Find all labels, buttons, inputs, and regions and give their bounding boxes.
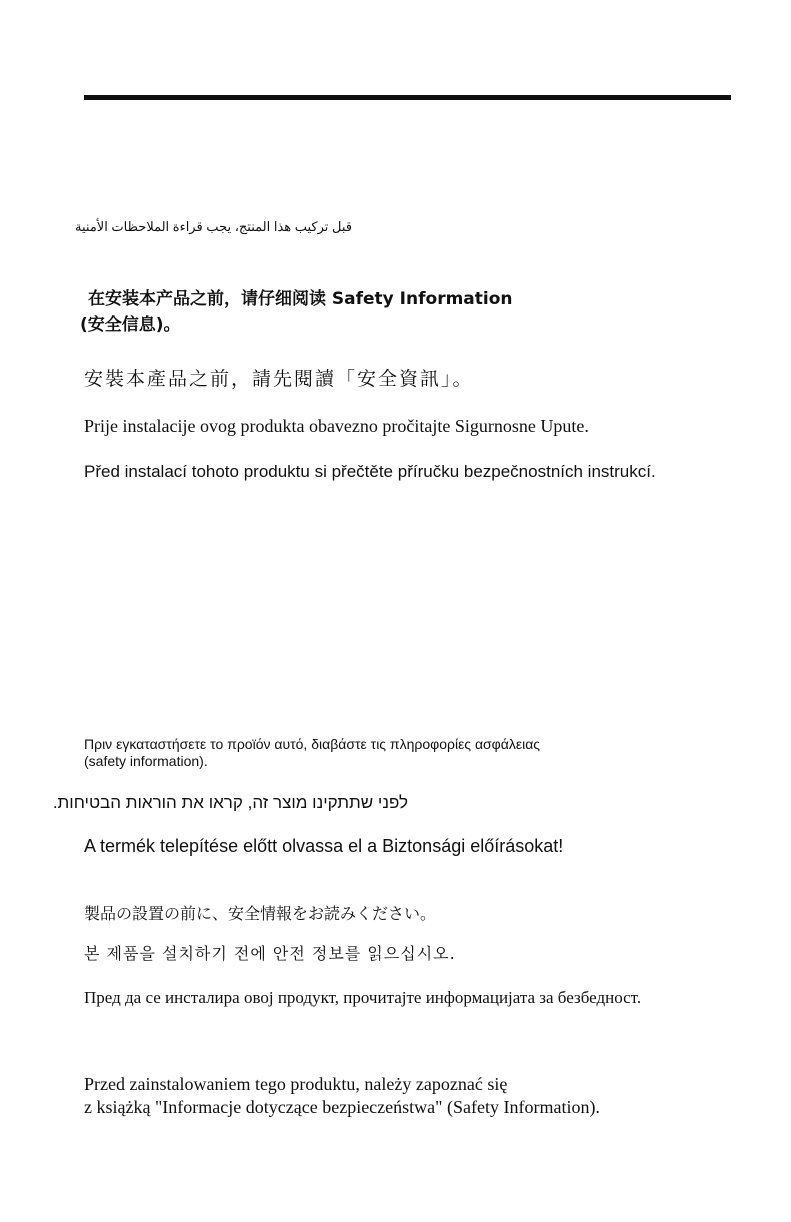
notice-japanese: 製品の設置の前に、安全情報をお読みください。 (84, 904, 437, 923)
notice-chinese-traditional: 安裝本產品之前，請先閱讀「安全資訊」。 (84, 368, 474, 390)
notice-hebrew: לפני שתתקינו מוצר זה, קראו את הוראות הבטיחות. (52, 793, 408, 812)
notice-greek-line2: (safety information). (84, 753, 208, 769)
notice-czech: Před instalací tohoto produktu si přečtěte příručku bezpečnostních instrukcí. (84, 462, 656, 481)
top-rule (84, 95, 731, 100)
notice-chinese-simplified-line2: (安全信息)。 (80, 315, 181, 335)
notice-polish-line1: Przed zainstalowaniem tego produktu, należy zapoznać się (84, 1074, 508, 1094)
notice-hungarian: A termék telepítése előtt olvassa el a Biztonsági előírásokat! (84, 836, 564, 856)
notice-polish-line2: z książką "Informacje dotyczące bezpieczeństwa" (Safety Information). (84, 1097, 600, 1117)
notice-greek-line1: Πριν εγκαταστήσετε το προϊόν αυτό, διαβάστε τις πληροφορίες ασφάλειας (84, 736, 541, 752)
notice-arabic: قبل تركيب هذا المنتج، يجب قراءة الملاحظات الأمنية (75, 219, 352, 234)
notice-chinese-simplified-line1: 在安装本产品之前，请仔细阅读 Safety Information (88, 289, 513, 309)
notice-korean: 본 제품을 설치하기 전에 안전 정보를 읽으십시오. (84, 944, 456, 963)
notice-macedonian: Пред да се инсталира овој продукт, прочитајте информацијата за безбедност. (84, 988, 642, 1007)
notice-croatian: Prije instalacije ovog produkta obavezno pročitajte Sigurnosne Upute. (84, 416, 589, 436)
